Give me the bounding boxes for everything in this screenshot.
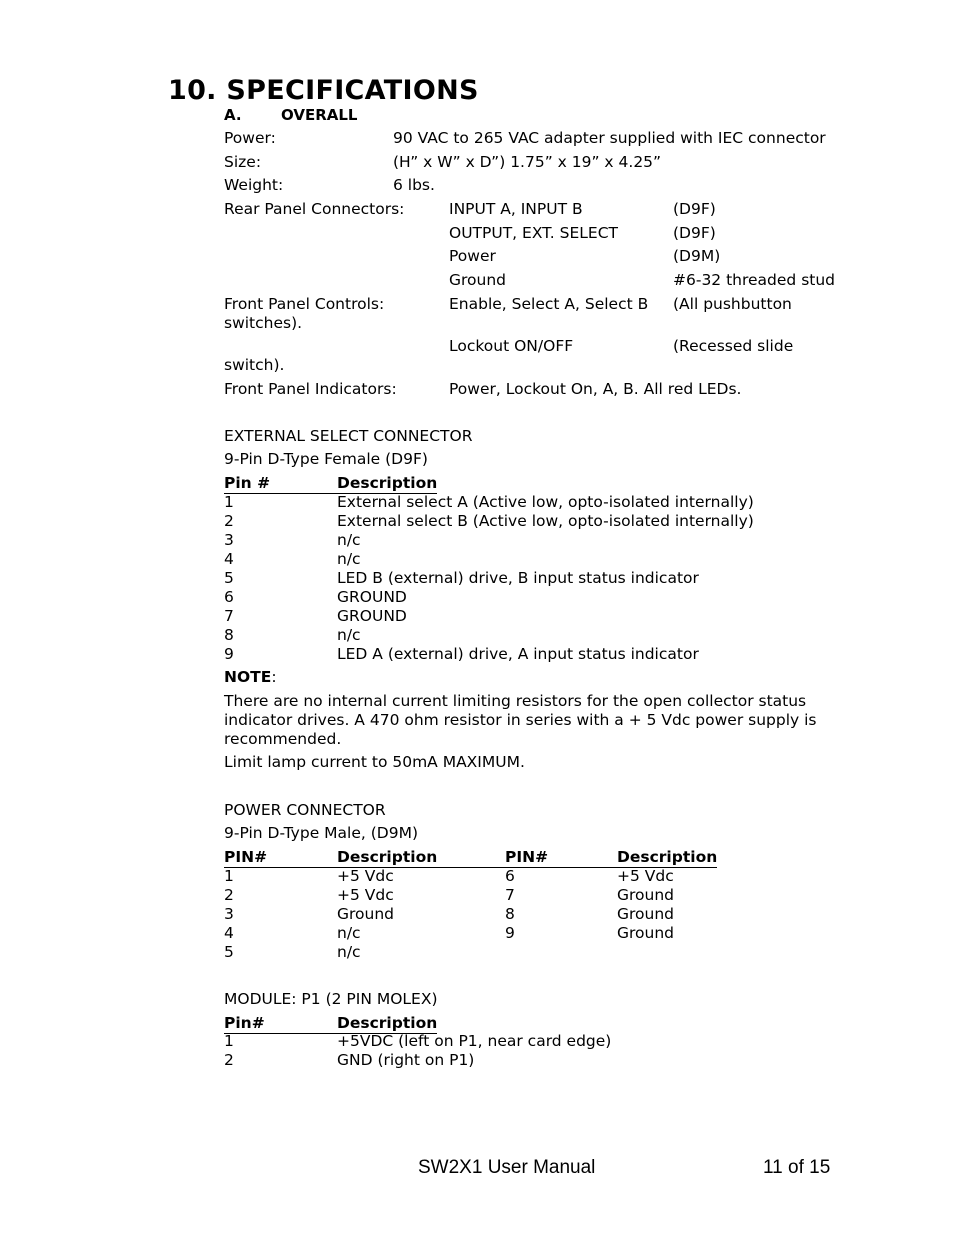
table-row-pin: 9 <box>224 645 234 663</box>
table-row-desc: n/c <box>337 943 361 961</box>
rear-connector-type: #6-32 threaded stud <box>673 271 836 289</box>
table-row-pin: 8 <box>505 905 515 923</box>
table-row-pin: 7 <box>505 886 515 904</box>
table-row-desc: GND (right on P1) <box>337 1051 475 1069</box>
power-connector-subtitle: 9-Pin D-Type Male, (D9M) <box>224 824 418 842</box>
table-row-desc: +5VDC (left on P1, near card edge) <box>337 1032 612 1050</box>
footer-page-number: 11 of 15 <box>763 1157 831 1178</box>
rear-connector-name: Power <box>449 247 496 265</box>
table-row-pin: 4 <box>224 550 234 568</box>
table-row-pin: 5 <box>224 943 234 961</box>
note-colon: : <box>271 668 277 686</box>
rear-connector-type: (D9F) <box>673 224 716 242</box>
table-row-pin: 1 <box>224 493 234 511</box>
table-row-desc: GROUND <box>337 607 407 625</box>
power-header-desc <box>337 848 505 868</box>
front-control-name: Enable, Select A, Select B <box>449 295 649 313</box>
table-row-desc: n/c <box>337 531 361 549</box>
note-text: There are no internal current limiting resistors for the open collector status indicator drives. A 470 ohm resistor in series with a + 5 Vdc power supply is recommended. <box>224 692 817 748</box>
table-row-pin: 2 <box>224 886 234 904</box>
table-row-desc: Ground <box>617 886 675 904</box>
note-label: NOTE <box>224 668 272 686</box>
table-row-pin: 9 <box>505 924 515 942</box>
spec-value-power: 90 VAC to 265 VAC adapter supplied with IEC connector <box>393 129 826 147</box>
table-row-pin: 8 <box>224 626 234 644</box>
table-row-desc: Ground <box>337 905 395 923</box>
spec-label-front-controls: Front Panel Controls: <box>224 295 385 313</box>
power-connector-title: POWER CONNECTOR <box>224 801 386 819</box>
table-row-desc: n/c <box>337 626 361 644</box>
module-header-desc <box>337 1014 437 1034</box>
front-control-name: Lockout ON/OFF <box>449 337 574 355</box>
module-header-pin-text: Pin# <box>224 1014 337 1034</box>
spec-value-front-indicators: Power, Lockout On, A, B. All red LEDs. <box>449 380 742 398</box>
table-row-desc: LED A (external) drive, A input status indicator <box>337 645 699 663</box>
table-row-desc: External select B (Active low, opto-isolated internally) <box>337 512 754 530</box>
power-header-pin-2-text: PIN# <box>505 848 617 868</box>
power-header-pin-text: PIN# <box>224 848 337 868</box>
spec-label-size: Size: <box>224 153 262 171</box>
front-control-type-cont: switch). <box>224 356 285 374</box>
table-row-pin: 4 <box>224 924 234 942</box>
rear-connector-name: INPUT A, INPUT B <box>449 200 583 218</box>
table-row-desc: Ground <box>617 924 675 942</box>
spec-label-front-indicators: Front Panel Indicators: <box>224 380 397 398</box>
ext-connector-title: EXTERNAL SELECT CONNECTOR <box>224 427 473 445</box>
ext-table-header-desc <box>337 474 437 494</box>
table-row-pin: 3 <box>224 905 234 923</box>
table-row-desc: Ground <box>617 905 675 923</box>
table-row-pin: 3 <box>224 531 234 549</box>
front-control-type: (All pushbutton <box>673 295 792 313</box>
table-row-pin: 1 <box>224 1032 234 1050</box>
table-row-pin: 6 <box>505 867 515 885</box>
spec-label-power: Power: <box>224 129 276 147</box>
page-title: 10. SPECIFICATIONS <box>168 75 479 106</box>
module-header-desc-text: Description <box>337 1014 438 1032</box>
table-row-desc: LED B (external) drive, B input status indicator <box>337 569 699 587</box>
spec-label-weight: Weight: <box>224 176 284 194</box>
table-row-pin: 6 <box>224 588 234 606</box>
table-row-pin: 2 <box>224 512 234 530</box>
ext-connector-subtitle: 9-Pin D-Type Female (D9F) <box>224 450 428 468</box>
table-row-pin: 1 <box>224 867 234 885</box>
table-row-desc: GROUND <box>337 588 407 606</box>
spec-value-size: (H” x W” x D”) 1.75” x 19” x 4.25” <box>393 153 662 171</box>
section-title-overall: OVERALL <box>281 106 358 124</box>
table-row-desc: n/c <box>337 924 361 942</box>
table-row-desc: +5 Vdc <box>337 886 394 904</box>
limit-text: Limit lamp current to 50mA MAXIMUM. <box>224 753 525 771</box>
power-header-desc-2-text: Description <box>617 848 718 866</box>
table-row-desc: n/c <box>337 550 361 568</box>
table-row-pin: 5 <box>224 569 234 587</box>
table-row-desc: +5 Vdc <box>617 867 674 885</box>
power-header-desc-text: Description <box>337 848 505 868</box>
rear-connector-type: (D9F) <box>673 200 716 218</box>
front-control-type-cont: switches). <box>224 314 303 332</box>
power-header-pin <box>224 848 337 868</box>
rear-connector-name: OUTPUT, EXT. SELECT <box>449 224 619 242</box>
note-heading <box>224 668 277 687</box>
rear-connector-type: (D9M) <box>673 247 721 265</box>
module-title: MODULE: P1 (2 PIN MOLEX) <box>224 990 438 1008</box>
footer-manual-title: SW2X1 User Manual <box>418 1157 596 1178</box>
table-row-desc: External select A (Active low, opto-isolated internally) <box>337 493 754 511</box>
power-header-pin-2 <box>505 848 617 868</box>
ext-header-desc-text: Description <box>337 474 438 492</box>
spec-value-weight: 6 lbs. <box>393 176 435 194</box>
table-row-pin: 2 <box>224 1051 234 1069</box>
ext-table-header-pin <box>224 474 337 494</box>
ext-header-pin-text: Pin # <box>224 474 337 494</box>
front-control-type: (Recessed slide <box>673 337 794 355</box>
rear-connector-name: Ground <box>449 271 507 289</box>
spec-label-rear-panel: Rear Panel Connectors: <box>224 200 405 218</box>
power-header-desc-2 <box>617 848 717 868</box>
table-row-pin: 7 <box>224 607 234 625</box>
table-row-desc: +5 Vdc <box>337 867 394 885</box>
module-header-pin <box>224 1014 337 1034</box>
section-letter: A. <box>224 106 242 124</box>
